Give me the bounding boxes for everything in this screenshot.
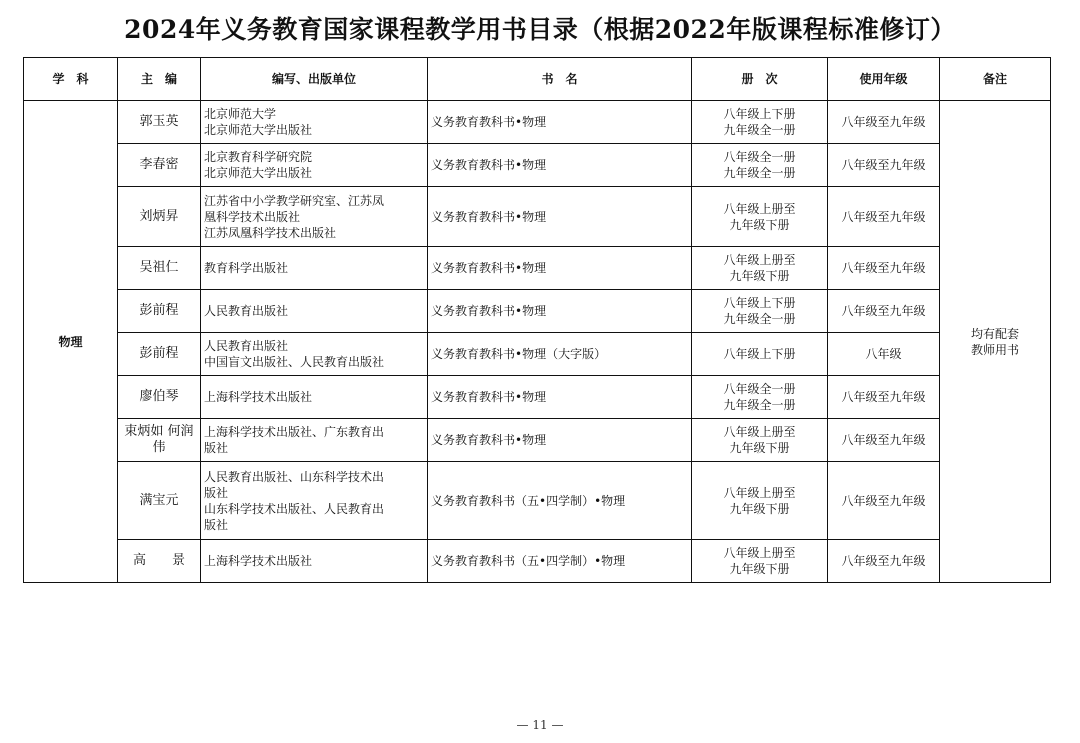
editor-cell: 廖伯琴	[118, 376, 201, 419]
editor-cell: 彭前程	[118, 333, 201, 376]
grade-cell: 八年级至九年级	[828, 247, 940, 290]
grade-cell: 八年级至九年级	[828, 187, 940, 247]
table-row	[24, 333, 1051, 376]
page-number: — 11 —	[516, 718, 564, 732]
book-cell: 义务教育教科书•物理	[428, 101, 692, 144]
grade-cell: 八年级至九年级	[828, 462, 940, 540]
publisher-cell: 人民教育出版社 中国盲文出版社、人民教育出版社	[201, 333, 428, 376]
table-row	[24, 540, 1051, 583]
textbook-catalog-table	[23, 57, 1051, 583]
grade-cell: 八年级至九年级	[828, 101, 940, 144]
header-volume: 册 次	[692, 58, 828, 101]
grade-cell: 八年级至九年级	[828, 290, 940, 333]
publisher-cell: 上海科学技术出版社、广东教育出 版社	[201, 419, 428, 462]
volume-cell: 八年级全一册 九年级全一册	[692, 376, 828, 419]
header-grade: 使用年级	[828, 58, 940, 101]
book-cell: 义务教育教科书•物理	[428, 290, 692, 333]
editor-cell: 高 景	[118, 540, 201, 583]
table-row	[24, 290, 1051, 333]
header-row	[24, 58, 1051, 101]
editor-cell: 彭前程	[118, 290, 201, 333]
book-cell: 义务教育教科书（五•四学制）•物理	[428, 540, 692, 583]
publisher-cell: 人民教育出版社	[201, 290, 428, 333]
header-publisher: 编写、出版单位	[201, 58, 428, 101]
header-note: 备注	[940, 58, 1051, 101]
publisher-cell: 人民教育出版社、山东科学技术出 版社 山东科学技术出版社、人民教育出 版社	[201, 462, 428, 540]
editor-cell: 李春密	[118, 144, 201, 187]
header-book: 书 名	[428, 58, 692, 101]
header-subject: 学 科	[24, 58, 118, 101]
table-row	[24, 247, 1051, 290]
volume-cell: 八年级全一册 九年级全一册	[692, 144, 828, 187]
volume-cell: 八年级上册至 九年级下册	[692, 247, 828, 290]
book-cell: 义务教育教科书•物理	[428, 187, 692, 247]
grade-cell: 八年级	[828, 333, 940, 376]
grade-cell: 八年级至九年级	[828, 376, 940, 419]
table-row	[24, 462, 1051, 540]
book-cell: 义务教育教科书（五•四学制）•物理	[428, 462, 692, 540]
volume-cell: 八年级上册至 九年级下册	[692, 462, 828, 540]
book-cell: 义务教育教科书•物理	[428, 247, 692, 290]
subject-cell: 物理	[24, 101, 118, 583]
book-cell: 义务教育教科书•物理	[428, 144, 692, 187]
book-cell: 义务教育教科书•物理	[428, 419, 692, 462]
editor-name-line: 束炳如 何润伟	[124, 424, 194, 455]
header-editor: 主 编	[118, 58, 201, 101]
note-cell: 均有配套 教师用书	[940, 101, 1051, 583]
table-row	[24, 187, 1051, 247]
publisher-cell: 北京教育科学研究院 北京师范大学出版社	[201, 144, 428, 187]
editor-cell: 刘炳昇	[118, 187, 201, 247]
volume-cell: 八年级上册至 九年级下册	[692, 540, 828, 583]
grade-cell: 八年级至九年级	[828, 419, 940, 462]
editor-cell: 吴祖仁	[118, 247, 201, 290]
grade-cell: 八年级至九年级	[828, 540, 940, 583]
book-cell: 义务教育教科书•物理	[428, 376, 692, 419]
volume-cell: 八年级上册至 九年级下册	[692, 419, 828, 462]
volume-cell: 八年级上册至 九年级下册	[692, 187, 828, 247]
table-row	[24, 376, 1051, 419]
publisher-cell: 江苏省中小学教学研究室、江苏凤 凰科学技术出版社 江苏凤凰科学技术出版社	[201, 187, 428, 247]
editor-cell: 满宝元	[118, 462, 201, 540]
table-row	[24, 419, 1051, 462]
table-row	[24, 101, 1051, 144]
volume-cell: 八年级上下册 九年级全一册	[692, 101, 828, 144]
page-title: 2024年义务教育国家课程教学用书目录（根据2022年版课程标准修订）	[124, 15, 956, 44]
editor-cell	[118, 419, 201, 462]
grade-cell: 八年级至九年级	[828, 144, 940, 187]
table-row	[24, 144, 1051, 187]
publisher-cell: 上海科学技术出版社	[201, 540, 428, 583]
publisher-cell: 北京师范大学 北京师范大学出版社	[201, 101, 428, 144]
volume-cell: 八年级上下册	[692, 333, 828, 376]
publisher-cell: 上海科学技术出版社	[201, 376, 428, 419]
volume-cell: 八年级上下册 九年级全一册	[692, 290, 828, 333]
publisher-cell: 教育科学出版社	[201, 247, 428, 290]
editor-cell: 郭玉英	[118, 101, 201, 144]
book-cell: 义务教育教科书•物理（大字版）	[428, 333, 692, 376]
